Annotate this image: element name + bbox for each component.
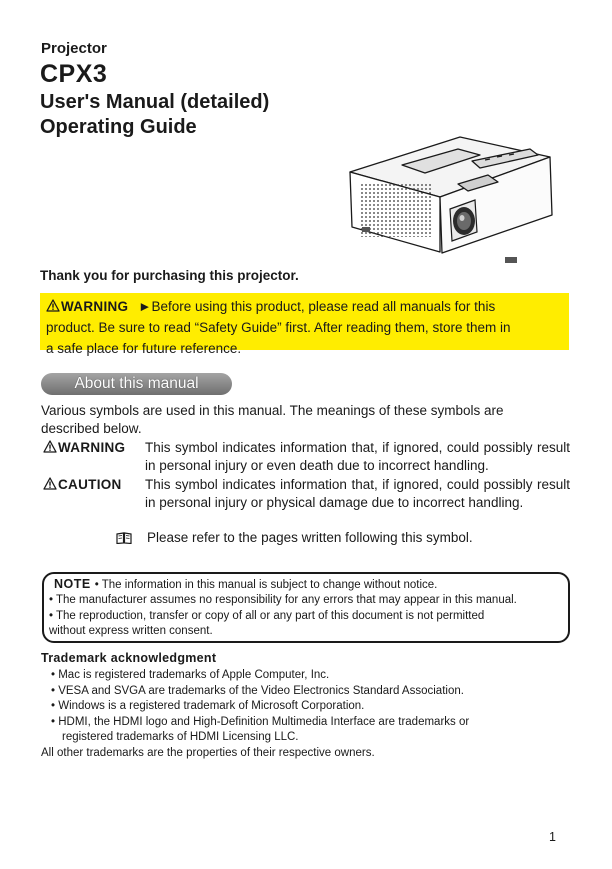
note-box bbox=[42, 572, 570, 643]
trademark-item: • Mac is registered trademarks of Apple Computer, Inc. bbox=[51, 669, 330, 681]
note-text-1: • The information in this manual is subject to change without notice. bbox=[94, 579, 438, 591]
note-line-1 bbox=[54, 577, 437, 591]
note-line-2: • The manufacturer assumes no responsibility for any errors that may appear in this manual. bbox=[49, 594, 517, 606]
model-name: CPX3 bbox=[40, 60, 108, 88]
warning-symbol-description: This symbol indicates information that, if ignored, could possibly result in personal injury or even death due to incorrect handling. bbox=[145, 440, 570, 473]
warning-triangle-icon bbox=[46, 299, 60, 312]
warning-line-2: product. Be sure to read “Safety Guide” first. After reading them, store them in bbox=[46, 320, 511, 335]
reference-symbol-description: Please refer to the pages written following this symbol. bbox=[147, 530, 473, 545]
warning-triangle-icon bbox=[43, 440, 57, 453]
warning-arrow: ► bbox=[138, 299, 152, 314]
caution-symbol-label: CAUTION bbox=[58, 477, 122, 492]
manual-subtitle: Operating Guide bbox=[40, 116, 197, 138]
warning-symbol bbox=[43, 439, 125, 457]
warning-text-1: Before using this product, please read all manuals for this bbox=[151, 299, 496, 314]
caution-symbol bbox=[43, 476, 122, 494]
warning-box bbox=[40, 293, 569, 356]
caution-triangle-icon bbox=[43, 477, 57, 490]
document-category: Projector bbox=[41, 40, 107, 57]
book-reference-icon bbox=[116, 532, 132, 544]
projector-illustration bbox=[340, 127, 570, 272]
warning-line-1 bbox=[46, 296, 563, 317]
warning-symbol-label: WARNING bbox=[58, 440, 126, 455]
trademark-item: registered trademarks of HDMI Licensing LLC. bbox=[62, 731, 299, 743]
page-number: 1 bbox=[549, 830, 556, 844]
trademark-footer: All other trademarks are the properties of their respective owners. bbox=[41, 747, 375, 759]
trademark-item: • VESA and SVGA are trademarks of the Video Electronics Standard Association. bbox=[51, 685, 464, 697]
trademark-item: • HDMI, the HDMI logo and High-Definition Multimedia Interface are trademarks or bbox=[51, 716, 470, 728]
caution-symbol-description: This symbol indicates information that, if ignored, could possibly result in personal injury or physical damage due to incorrect handling. bbox=[145, 477, 570, 510]
section-heading-about-manual: About this manual bbox=[41, 373, 232, 395]
note-line-3: • The reproduction, transfer or copy of all or any part of this document is not permitted bbox=[49, 610, 485, 622]
note-line-4: without express written consent. bbox=[49, 625, 213, 637]
trademark-heading: Trademark acknowledgment bbox=[41, 651, 217, 665]
manual-title: User's Manual (detailed) bbox=[40, 91, 270, 113]
trademark-item: • Windows is a registered trademark of Microsoft Corporation. bbox=[51, 700, 365, 712]
intro-paragraph: Various symbols are used in this manual. The meanings of these symbols are described below. bbox=[41, 403, 504, 436]
warning-line-3: a safe place for future reference. bbox=[46, 341, 242, 356]
note-label: NOTE bbox=[54, 577, 91, 591]
thank-you-text: Thank you for purchasing this projector. bbox=[40, 268, 299, 283]
warning-label: WARNING bbox=[61, 299, 129, 314]
